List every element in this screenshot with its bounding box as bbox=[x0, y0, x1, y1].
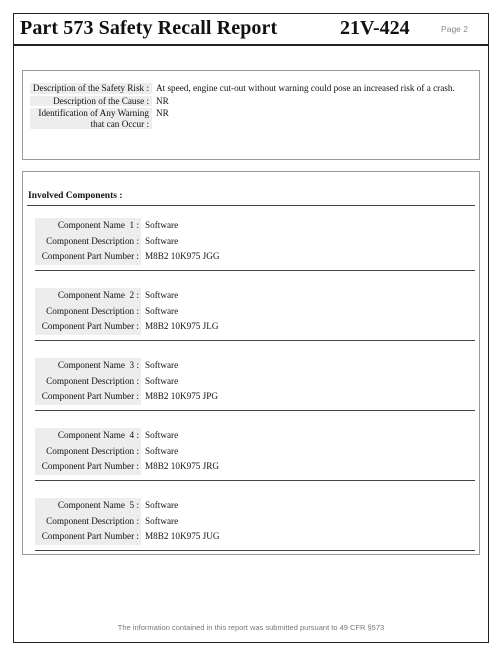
risk-row-description bbox=[30, 83, 470, 94]
report-page bbox=[13, 13, 489, 643]
warning-value: NR bbox=[156, 108, 169, 118]
component-name-label: Component Name 5 : bbox=[35, 498, 141, 514]
component-name-label: Component Name 3 : bbox=[35, 358, 141, 374]
component-entry bbox=[23, 288, 479, 358]
component-description-label: Component Description : bbox=[35, 374, 141, 390]
safety-risk-section bbox=[22, 70, 480, 160]
involved-components-section bbox=[22, 171, 480, 555]
component-part-number-value: M8B2 10K975 JGG bbox=[145, 251, 220, 261]
component-name-value: Software bbox=[145, 500, 179, 510]
component-part-number-label: Component Part Number : bbox=[35, 459, 141, 475]
component-part-number-label: Component Part Number : bbox=[35, 529, 141, 545]
page-number: Page 2 bbox=[441, 24, 468, 34]
component-description-value: Software bbox=[145, 235, 179, 246]
component-part-number-value: M8B2 10K975 JRG bbox=[145, 461, 220, 471]
component-description-label: Component Description : bbox=[35, 234, 141, 250]
recall-id: 21V-424 bbox=[340, 17, 410, 39]
component-part-number-value: M8B2 10K975 JPG bbox=[145, 391, 219, 401]
component-entry bbox=[23, 498, 479, 568]
component-name-value: Software bbox=[145, 430, 179, 440]
component-list bbox=[23, 218, 479, 568]
risk-value: At speed, engine cut-out without warning could pose an increased risk of a crash. bbox=[156, 83, 455, 93]
report-footer: The information contained in this report was submitted pursuant to 49 CFR §573 bbox=[117, 623, 385, 632]
component-divider bbox=[35, 270, 475, 271]
component-name-value: Software bbox=[145, 360, 179, 370]
report-title: Part 573 Safety Recall Report bbox=[20, 17, 278, 39]
components-title: Involved Components : bbox=[28, 191, 123, 201]
component-description-label: Component Description : bbox=[35, 444, 141, 460]
component-divider bbox=[35, 410, 475, 411]
report-header bbox=[14, 14, 488, 46]
component-name-label: Component Name 2 : bbox=[35, 288, 141, 304]
component-divider bbox=[35, 480, 475, 481]
risk-row-cause bbox=[30, 96, 470, 107]
safety-risk-table bbox=[30, 83, 470, 131]
cause-label: Description of the Cause : bbox=[30, 96, 152, 107]
component-entry bbox=[23, 428, 479, 498]
component-description-value: Software bbox=[145, 445, 179, 456]
component-part-number-value: M8B2 10K975 JLG bbox=[145, 321, 219, 331]
component-part-number-label: Component Part Number : bbox=[35, 319, 141, 335]
component-description-value: Software bbox=[145, 515, 179, 526]
component-name-label: Component Name 4 : bbox=[35, 428, 141, 444]
risk-label: Description of the Safety Risk : bbox=[30, 83, 152, 94]
component-part-number-value: M8B2 10K975 JUG bbox=[145, 531, 220, 541]
component-description-value: Software bbox=[145, 375, 179, 386]
component-entry bbox=[23, 218, 479, 288]
component-part-number-label: Component Part Number : bbox=[35, 249, 141, 265]
component-divider bbox=[35, 340, 475, 341]
component-name-value: Software bbox=[145, 220, 179, 230]
component-part-number-label: Component Part Number : bbox=[35, 389, 141, 405]
section-divider bbox=[27, 205, 475, 206]
risk-row-warning bbox=[30, 108, 470, 129]
component-name-label: Component Name 1 : bbox=[35, 218, 141, 234]
component-description-value: Software bbox=[145, 305, 179, 316]
component-name-value: Software bbox=[145, 290, 179, 300]
component-divider bbox=[35, 550, 475, 551]
component-entry bbox=[23, 358, 479, 428]
component-description-label: Component Description : bbox=[35, 514, 141, 530]
cause-value: NR bbox=[156, 95, 169, 106]
warning-label: Identification of Any Warning that can Occur : bbox=[30, 108, 152, 129]
component-description-label: Component Description : bbox=[35, 304, 141, 320]
